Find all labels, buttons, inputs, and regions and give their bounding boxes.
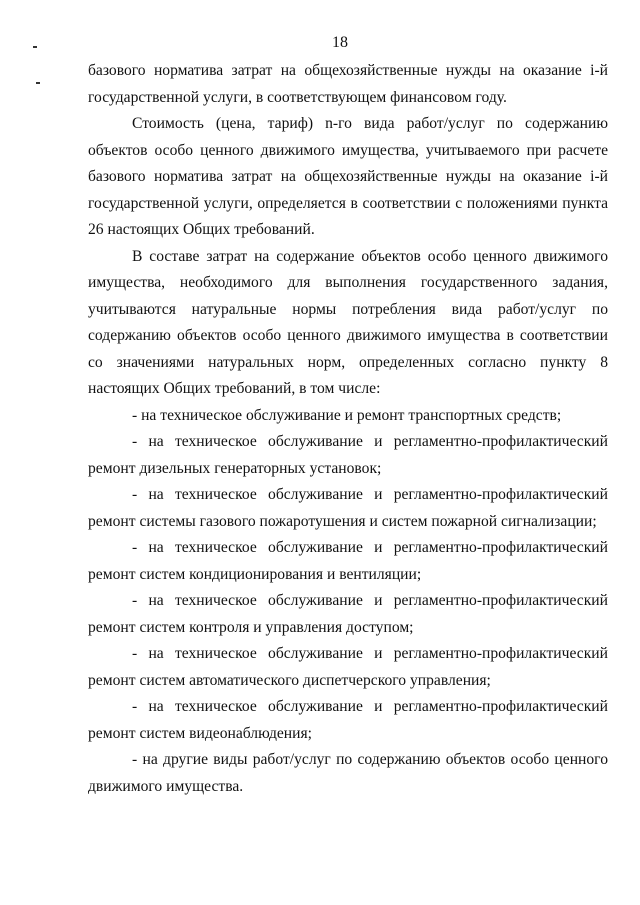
list-item-air-conditioning: - на техническое обслуживание и регламентно-профилактический ремонт систем кондиционирования и вентиляции; — [88, 539, 608, 583]
list-item-other-works: - на другие виды работ/услуг по содержанию объектов особо ценного движимого имущества. — [88, 751, 608, 795]
list-item-fire-systems: - на техническое обслуживание и регламентно-профилактический ремонт системы газового пожаротушения и систем пожарной сигнализации; — [88, 486, 608, 530]
paragraph-natural-norms: В составе затрат на содержание объектов особо ценного движимого имущества, необходимого для выполнения государственного задания, учитываются натуральные нормы потребления вида работ/услуг по содержанию объектов особо ценного движимого имущества в соответствии со значениями натуральных норм, определенных согласно пункту 8 настоящих Общих требований, в том числе: — [88, 247, 608, 397]
scan-margin-mark — [36, 82, 40, 84]
list-item-dispatch-control: - на техническое обслуживание и регламентно-профилактический ремонт систем автоматического диспетчерского управления; — [88, 645, 608, 689]
page-number: 18 — [332, 34, 348, 51]
list-item-access-control: - на техническое обслуживание и регламентно-профилактический ремонт систем контроля и управления доступом; — [88, 592, 608, 636]
list-item-video-surveillance: - на техническое обслуживание и регламентно-профилактический ремонт систем видеонаблюдения; — [88, 698, 608, 742]
paragraph-continuation: базового норматива затрат на общехозяйственные нужды на оказание i-й государственной услуги, в соответствующем финансовом году. — [88, 62, 608, 106]
list-item-transport: - на техническое обслуживание и ремонт транспортных средств; — [132, 406, 562, 424]
list-item-diesel-generators: - на техническое обслуживание и регламентно-профилактический ремонт дизельных генераторных установок; — [88, 433, 608, 477]
document-body — [88, 58, 608, 800]
paragraph-cost-definition: Стоимость (цена, тариф) n-го вида работ/услуг по содержанию объектов особо ценного движимого имущества, учитываемого при расчете базового норматива затрат на общехозяйственные нужды на оказание i-й государственной услуги, определяется в соответствии с положениями пункта 26 настоящих Общих требований. — [88, 115, 608, 238]
